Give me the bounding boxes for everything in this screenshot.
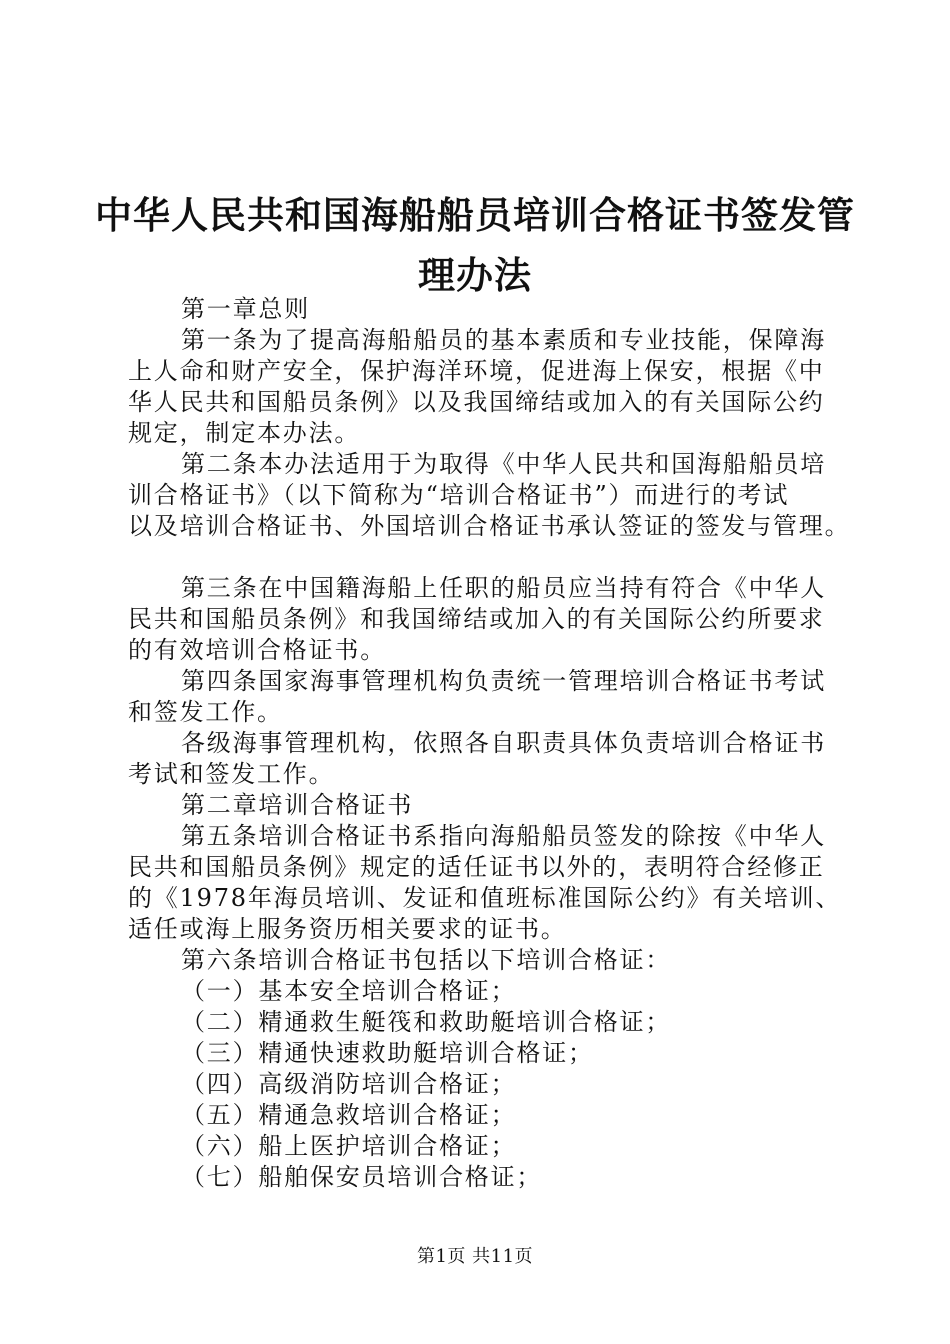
- text-line: （一）基本安全培训合格证；: [181, 977, 517, 1005]
- document-body: [128, 294, 851, 1193]
- text-line: （六）船上医护培训合格证；: [181, 1132, 517, 1160]
- text-line: （五）精通急救培训合格证；: [181, 1101, 517, 1129]
- text-line: （四）高级消防培训合格证；: [181, 1070, 517, 1098]
- text-line: 第三条在中国籍海船上任职的船员应当持有符合《中华人: [181, 574, 826, 602]
- text-line: 训合格证书》（以下简称为“培训合格证书”）而进行的考试: [128, 481, 790, 509]
- text-line: 规定，制定本办法。: [128, 419, 361, 447]
- text-line: （二）精通救生艇筏和救助艇培训合格证；: [181, 1008, 672, 1036]
- page-title-line-2: 理办法: [418, 253, 532, 297]
- text-line: 的《1978年海员培训、发证和值班标准国际公约》有关培训、: [128, 884, 842, 912]
- text-line: （三）精通快速救助艇培训合格证；: [181, 1039, 594, 1067]
- blank-line: [128, 542, 838, 573]
- text-line: 各级海事管理机构，依照各自职责具体负责培训合格证书: [181, 729, 826, 757]
- text-line: 第一章总则: [181, 295, 310, 323]
- text-line: 适任或海上服务资历相关要求的证书。: [128, 915, 567, 943]
- text-line: 第六条培训合格证书包括以下培训合格证：: [181, 946, 672, 974]
- text-line: 考试和签发工作。: [128, 760, 335, 788]
- text-line: 第二章培训合格证书: [181, 791, 414, 819]
- text-line: 第四条国家海事管理机构负责统一管理培训合格证书考试: [181, 667, 826, 695]
- text-line: 的有效培训合格证书。: [128, 636, 386, 664]
- text-line: 和签发工作。: [128, 698, 283, 726]
- text-line: （七）船舶保安员培训合格证；: [181, 1163, 543, 1191]
- text-line: 民共和国船员条例》和我国缔结或加入的有关国际公约所要求: [128, 605, 825, 633]
- text-line: 以及培训合格证书、外国培训合格证书承认签证的签发与管理。: [128, 512, 851, 540]
- page-footer: 第1页 共11页: [416, 1246, 534, 1267]
- text-line: 华人民共和国船员条例》以及我国缔结或加入的有关国际公约: [128, 388, 825, 416]
- text-line: 第五条培训合格证书系指向海船船员签发的除按《中华人: [181, 822, 826, 850]
- text-line: 民共和国船员条例》规定的适任证书以外的，表明符合经修正: [128, 853, 825, 881]
- page-title-line-1: 中华人民共和国海船船员培训合格证书签发管: [95, 193, 855, 237]
- text-line: 上人命和财产安全，保护海洋环境，促进海上保安，根据《中: [128, 357, 825, 385]
- text-line: 第二条本办法适用于为取得《中华人民共和国海船船员培: [181, 450, 826, 478]
- text-line: 第一条为了提高海船船员的基本素质和专业技能，保障海: [181, 326, 826, 354]
